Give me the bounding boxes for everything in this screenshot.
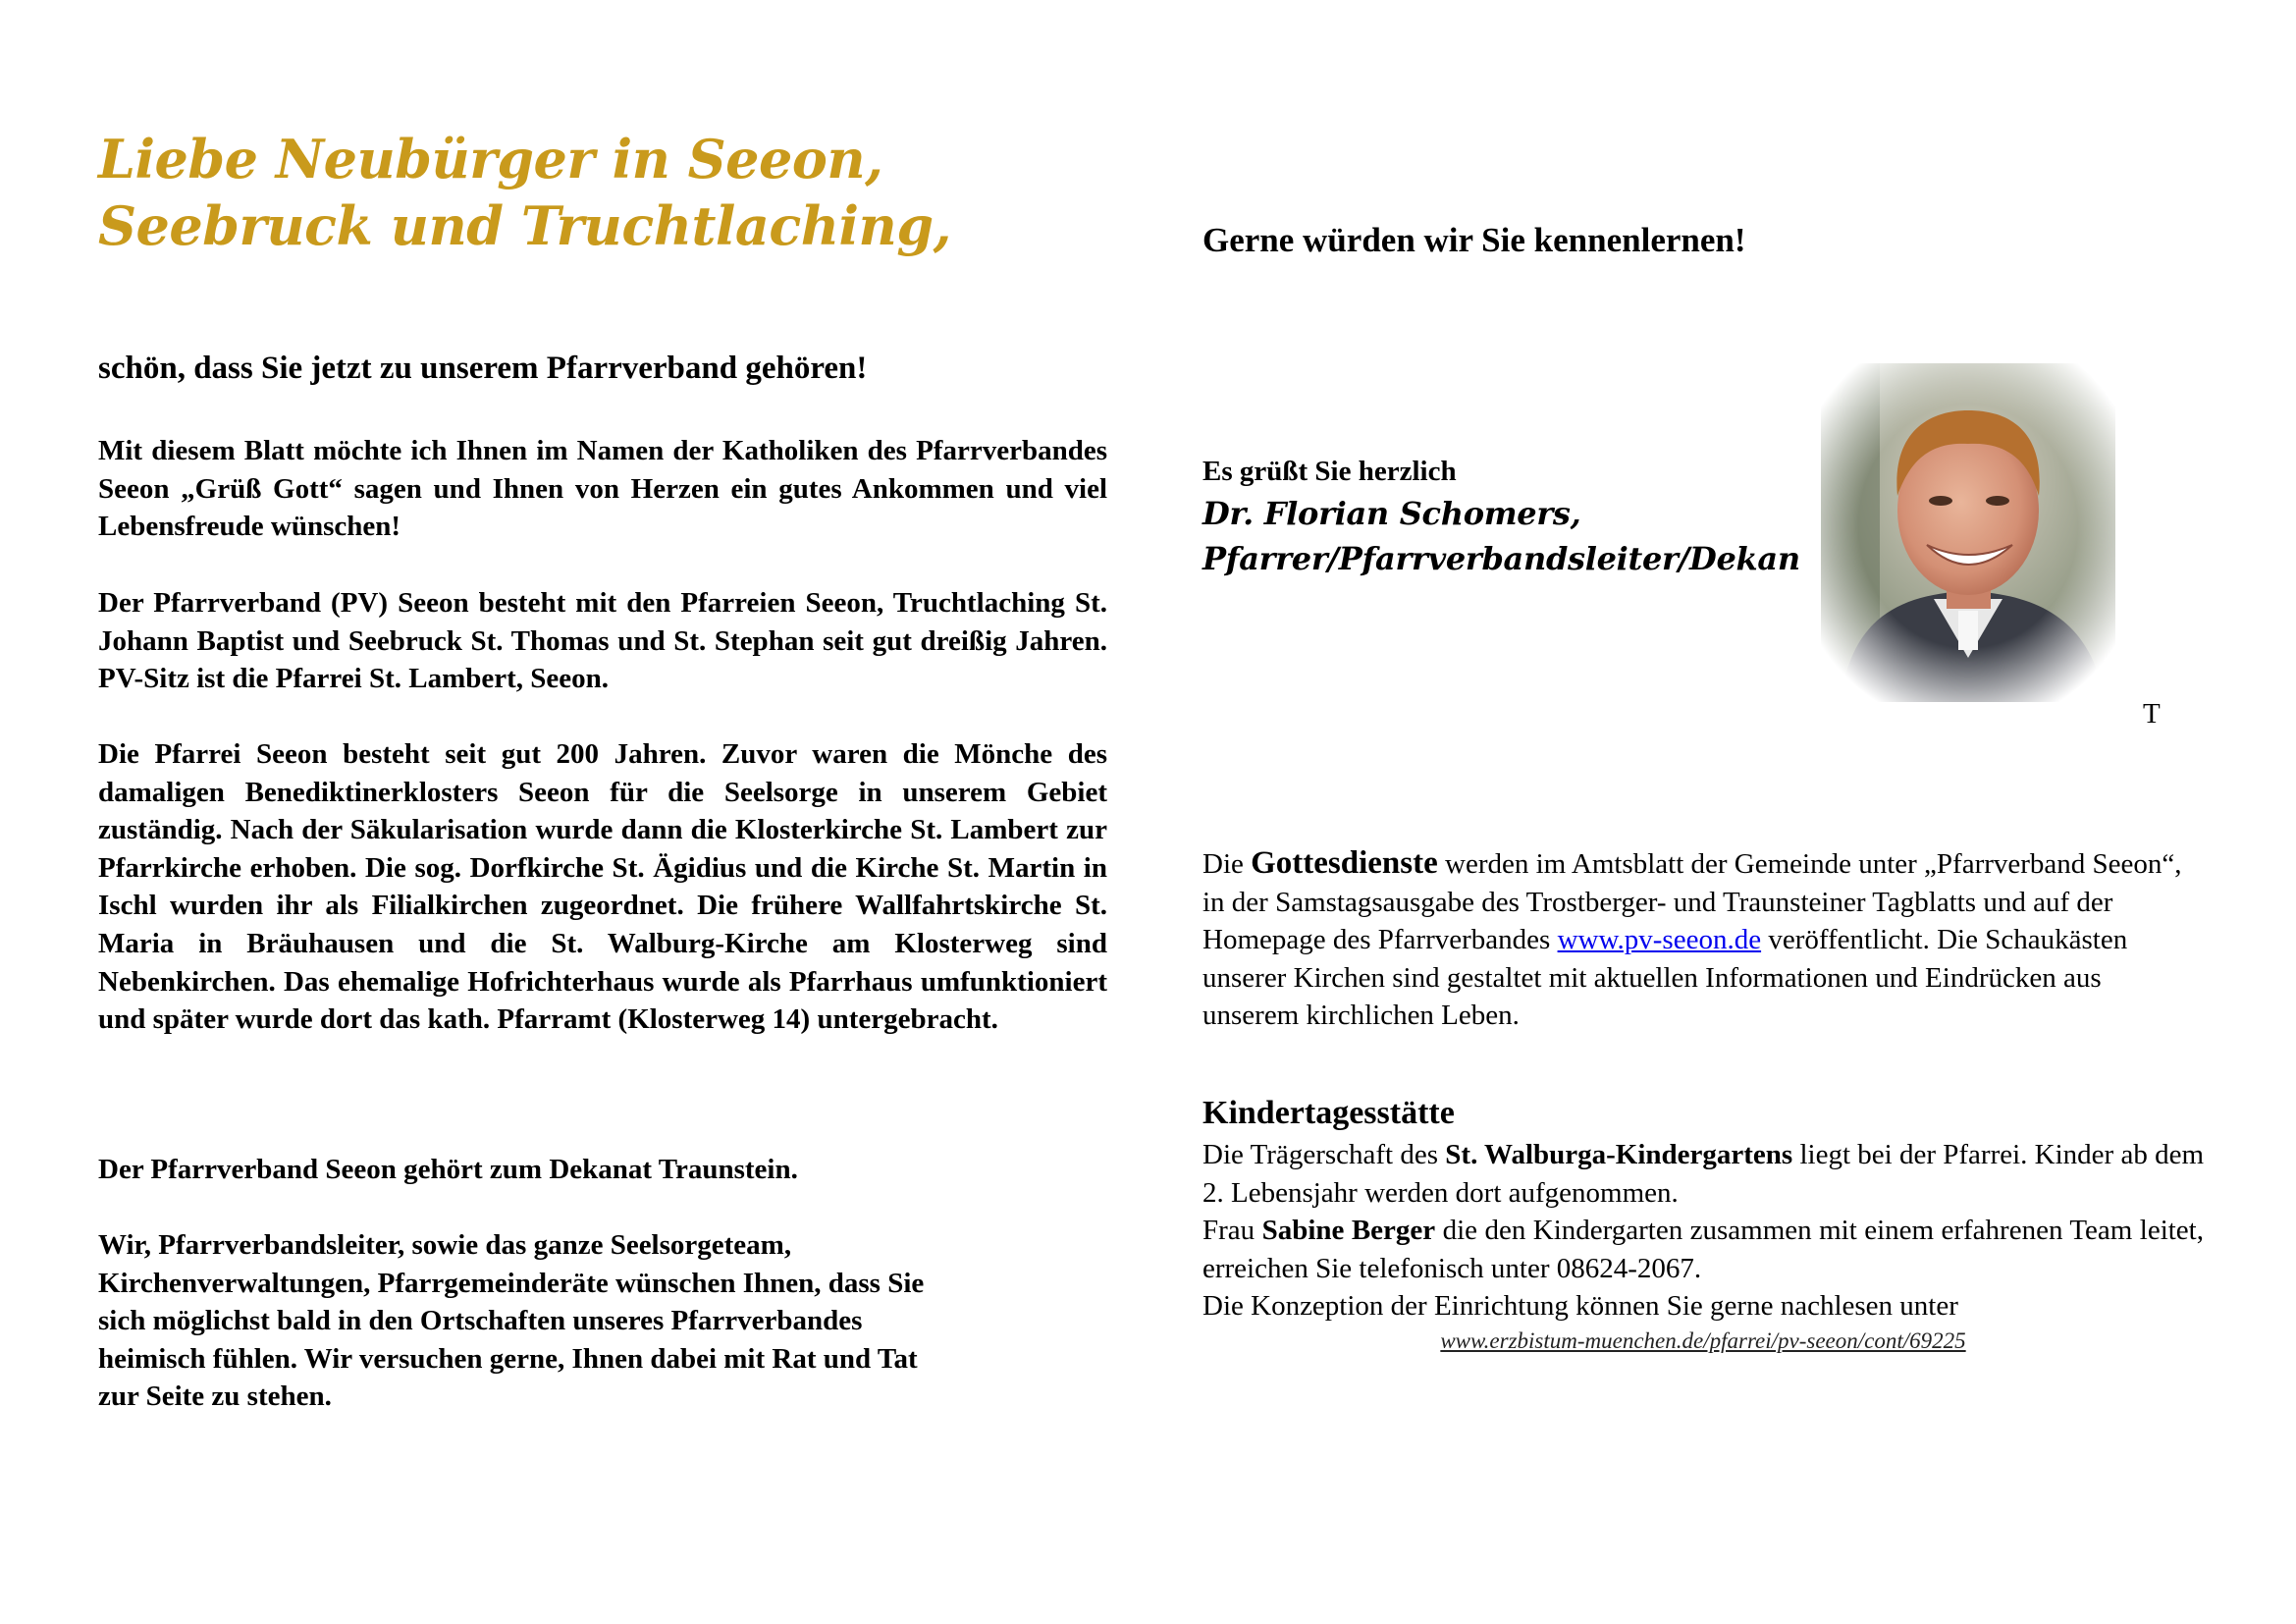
wishes-line: Kirchenverwaltungen, Pfarrgemeinderäte wünschen Ihnen, dass Sie	[98, 1267, 925, 1299]
history-paragraph: Die Pfarrei Seeon besteht seit gut 200 Jahren. Zuvor waren die Mönche des damaligen Benediktinerklosters Seeon für die Seelsorge in unserem Gebiet zuständig. Nach der Säkularisation wurde dann die Klosterkirche St. Lambert zur Pfarrkirche erhoben. Die sog. Dorfkirche St. Ägidius und die Kirche St. Martin in Ischl wurden ihr als Filialkirchen zugeordnet. Die frühere Wallfahrtskirche St. Maria in Bräuhausen und die St. Walburg-Kirche am Klosterweg sind Nebenkirchen. Das ehemalige Hofrichterhaus wurde als Pfarrhaus umfunktioniert und später wurde dort das kath. Pfarramt (Klosterweg 14) untergebracht.	[98, 738, 1107, 1036]
welcome-headline: schön, dass Sie jetzt zu unserem Pfarrverband gehören!	[98, 351, 868, 386]
signer-role: Pfarrer/Pfarrverbandsleiter/Dekan	[1202, 540, 1800, 577]
kita-text: Die Konzeption der Einrichtung können Sie gerne nachlesen unter	[1202, 1290, 1958, 1323]
portrait-photo	[1821, 363, 2115, 702]
kita-text: die den Kindergarten zusammen mit einem erfahrenen Team leitet, erreichen Sie telefonisch unter 08624-2067.	[1202, 1215, 2204, 1284]
kita-text: liegt bei der Pfarrei. Kinder ab dem 2. Lebensjahr werden dort aufgenommen.	[1202, 1139, 2205, 1209]
wishes-paragraph	[98, 1226, 1080, 1416]
konzeption-link[interactable]: www.erzbistum-muenchen.de/pfarrei/pv-seeon/cont/69225	[1440, 1328, 1966, 1353]
greeting-line: Es grüßt Sie herzlich	[1202, 456, 1457, 487]
signature-block	[1202, 491, 1800, 581]
stray-character: T	[2143, 698, 2161, 730]
wishes-line: Wir, Pfarrverbandsleiter, sowie das ganze Seelsorgeteam,	[98, 1229, 792, 1261]
pfarrverband-paragraph: Der Pfarrverband (PV) Seeon besteht mit den Pfarreien Seeon, Truchtlaching St. Johann Baptist und Seebruck St. Thomas und St. Stephan seit gut dreißig Jahren. PV-Sitz ist die Pfarrei St. Lambert, Seeon.	[98, 587, 1107, 695]
gottesdienste-paragraph	[1202, 844, 2204, 1035]
kita-text: Frau	[1202, 1215, 1262, 1247]
kita-heading: Kindertagesstätte	[1202, 1095, 1455, 1131]
homepage-link[interactable]: www.pv-seeon.de	[1557, 924, 1762, 956]
portrait-photo-drawing	[1821, 363, 2115, 702]
gottesdienste-text: Die	[1202, 848, 1252, 880]
greeting-heading: Liebe Neubürger in Seeon, Seebruck und Truchtlaching,	[98, 128, 951, 257]
kita-paragraph	[1202, 1136, 2204, 1326]
wishes-line: heimisch fühlen. Wir versuchen gerne, Ihnen dabei mit Rat und Tat	[98, 1342, 918, 1375]
dekanat-paragraph: Der Pfarrverband Seeon gehört zum Dekanat Traunstein.	[98, 1154, 798, 1185]
right-title: Gerne würden wir Sie kennenlernen!	[1202, 221, 1746, 259]
wishes-line: sich möglichst bald in den Ortschaften unseres Pfarrverbandes	[98, 1305, 863, 1337]
kindergarten-name: St. Walburga-Kindergartens	[1445, 1139, 1793, 1170]
gottesdienste-text: veröffentlicht. Die Schaukästen unserer Kirchen sind gestaltet mit aktuellen Informationen und Eindrücken aus unserem kirchlichen Leben.	[1202, 924, 2128, 1032]
wishes-line: zur Seite zu stehen.	[98, 1380, 332, 1413]
kita-text: Die Trägerschaft des	[1202, 1139, 1446, 1170]
contact-name: Sabine Berger	[1261, 1215, 1436, 1247]
gottesdienste-keyword: Gottesdienste	[1251, 845, 1438, 881]
intro-paragraph: Mit diesem Blatt möchte ich Ihnen im Namen der Katholiken des Pfarrverbandes Seeon „Grüß Gott“ sagen und Ihnen von Herzen ein gutes Ankommen und viel Lebensfreude wünschen!	[98, 435, 1107, 543]
gottesdienste-text: werden im Amtsblatt der Gemeinde unter „Pfarrverband Seeon“, in der Samstagsausgabe des Trostberger- und Traunsteiner Tagblatts und auf der Homepage des Pfarrverbandes	[1202, 848, 2182, 956]
signer-name: Dr. Florian Schomers,	[1202, 495, 1581, 532]
